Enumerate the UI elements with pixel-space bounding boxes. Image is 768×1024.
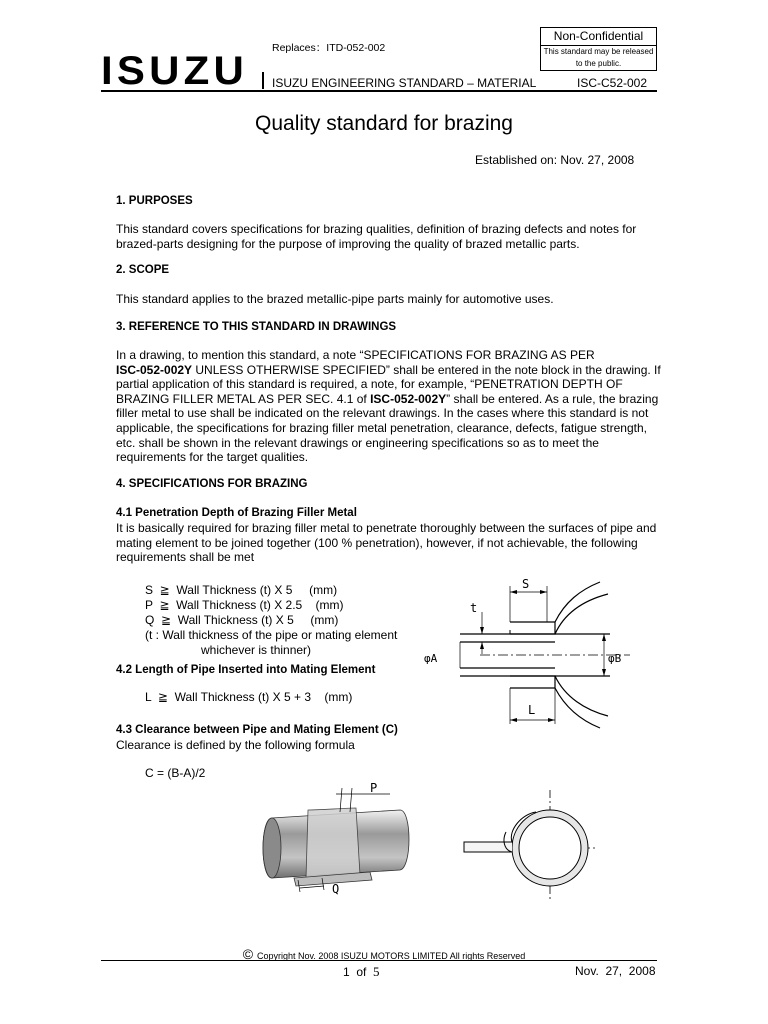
section-3-line-2 bbox=[116, 363, 661, 378]
ring-cross-section-diagram bbox=[462, 790, 612, 905]
section-1-heading: 1. PURPOSES bbox=[116, 195, 193, 207]
section-4-1-heading: 4.1 Penetration Depth of Brazing Filler Metal bbox=[116, 507, 357, 519]
page-number bbox=[343, 964, 380, 980]
section-3-body bbox=[116, 348, 661, 465]
label-t: t bbox=[470, 601, 478, 615]
copyright-symbol: © bbox=[242, 946, 254, 962]
section-4-3-body: Clearance is defined by the following formula bbox=[116, 738, 355, 752]
section-1-body bbox=[116, 222, 636, 251]
page-of: of bbox=[356, 965, 367, 979]
section-4-heading: 4. SPECIFICATIONS FOR BRAZING bbox=[116, 478, 308, 490]
section-1-line-2: brazed-parts designing for the purpose of improving the quality of brazed metallic parts. bbox=[116, 236, 580, 251]
label-phi-a: φA bbox=[424, 652, 438, 665]
section-2-heading: 2. SCOPE bbox=[116, 264, 170, 276]
section-4-2-heading: 4.2 Length of Pipe Inserted into Mating Element bbox=[116, 664, 376, 676]
section-4-1-line-3: requirements shall be met bbox=[116, 550, 255, 565]
copyright-text: Copyright Nov. 2008 ISUZU MOTORS LIMITED All rights Reserved bbox=[257, 951, 526, 961]
formula-l: L ≧ Wall Thickness (t) X 5 + 3 (mm) bbox=[145, 690, 353, 704]
section-2-body: This standard applies to the brazed metallic-pipe parts mainly for automotive uses. bbox=[116, 292, 554, 306]
section-1-line-1: This standard covers specifications for brazing qualities, definition of brazing defects and notes for bbox=[116, 222, 637, 236]
label-s: S bbox=[522, 577, 530, 591]
section-4-3-heading: 4.3 Clearance between Pipe and Mating Element (C) bbox=[116, 724, 398, 736]
formula-note-1: (t : Wall thickness of the pipe or mating element bbox=[145, 628, 398, 642]
established-date: Established on: Nov. 27, 2008 bbox=[475, 153, 635, 167]
classification-note-line-1: This standard may be released bbox=[543, 47, 654, 56]
section-3-line-3: partial application of this standard is required, a note, for example, “PENETRATION DEPTH OF bbox=[116, 377, 623, 392]
label-q: Q bbox=[332, 882, 340, 896]
penetration-formulas bbox=[145, 583, 397, 658]
standard-reference: ISC-052-002Y bbox=[116, 362, 193, 377]
section-4-1-line-2: mating element to be joined together (100 % penetration), however, if not achievable, the following bbox=[116, 535, 638, 550]
section-3-line-4 bbox=[116, 392, 661, 407]
replaces-note: Replaces：ITD-052-002 bbox=[272, 42, 386, 54]
section-3-line-8: requirements for the target qualities. bbox=[116, 450, 309, 465]
classification-box bbox=[540, 27, 657, 71]
section-3-heading: 3. REFERENCE TO THIS STANDARD IN DRAWINGS bbox=[116, 321, 397, 333]
formula-c: C = (B-A)/2 bbox=[145, 766, 206, 780]
standard-code: ISC-C52-002 bbox=[577, 76, 648, 90]
isuzu-logo: ISUZU bbox=[101, 49, 248, 93]
formula-s: S ≧ Wall Thickness (t) X 5 (mm) bbox=[145, 583, 338, 597]
section-3-line-2-text: UNLESS OTHERWISE SPECIFIED” shall be entered in the note block in the drawing. If bbox=[192, 362, 661, 377]
pipe-tab-diagram bbox=[260, 780, 430, 895]
standard-type: ISUZU ENGINEERING STANDARD – MATERIAL bbox=[272, 76, 537, 90]
section-4-1-line-1: It is basically required for brazing filler metal to penetrate thoroughly between the surfaces of pipe and bbox=[116, 521, 657, 535]
footer-rule bbox=[101, 960, 657, 961]
formula-p: P ≧ Wall Thickness (t) X 2.5 (mm) bbox=[145, 598, 344, 612]
classification-note bbox=[541, 46, 656, 70]
label-phi-b: φB bbox=[608, 652, 622, 665]
section-4-1-body bbox=[116, 521, 656, 565]
section-3-line-7: etc. shall be shown in the relevant drawings or engineering specifications so as to meet the bbox=[116, 435, 599, 450]
page-current: 1 bbox=[343, 965, 350, 979]
section-3-line-1: In a drawing, to mention this standard, a note “SPECIFICATIONS FOR BRAZING AS PER bbox=[116, 348, 595, 362]
label-l: L bbox=[528, 703, 536, 717]
classification-label: Non-Confidential bbox=[553, 29, 644, 43]
section-3-line-6: applicable, the specifications for brazing filler metal penetration, clearance, defects, fatigue strength, bbox=[116, 420, 647, 435]
page-total: 5 bbox=[373, 964, 380, 979]
section-3-line-4-a: BRAZING FILLER METAL AS PER SEC. 4.1 of bbox=[116, 391, 371, 406]
formula-q: Q ≧ Wall Thickness (t) X 5 (mm) bbox=[145, 613, 339, 627]
standard-reference: ISC-052-002Y bbox=[370, 391, 447, 406]
joint-cross-section-diagram bbox=[424, 572, 660, 732]
header-separator bbox=[262, 72, 264, 89]
header-rule bbox=[101, 90, 657, 92]
classification-note-line-2: to the public. bbox=[575, 59, 622, 68]
formula-note-2: whichever is thinner) bbox=[201, 643, 312, 657]
section-3-line-5: filler metal to use shall be indicated on the relevant drawings. In the cases where this standard is not bbox=[116, 406, 649, 421]
label-p: P bbox=[370, 781, 378, 795]
document-title: Quality standard for brazing bbox=[255, 112, 513, 135]
footer-date: Nov. 27, 2008 bbox=[575, 964, 656, 978]
section-3-line-4-b: ” shall be entered. As a rule, the brazing bbox=[446, 391, 659, 406]
